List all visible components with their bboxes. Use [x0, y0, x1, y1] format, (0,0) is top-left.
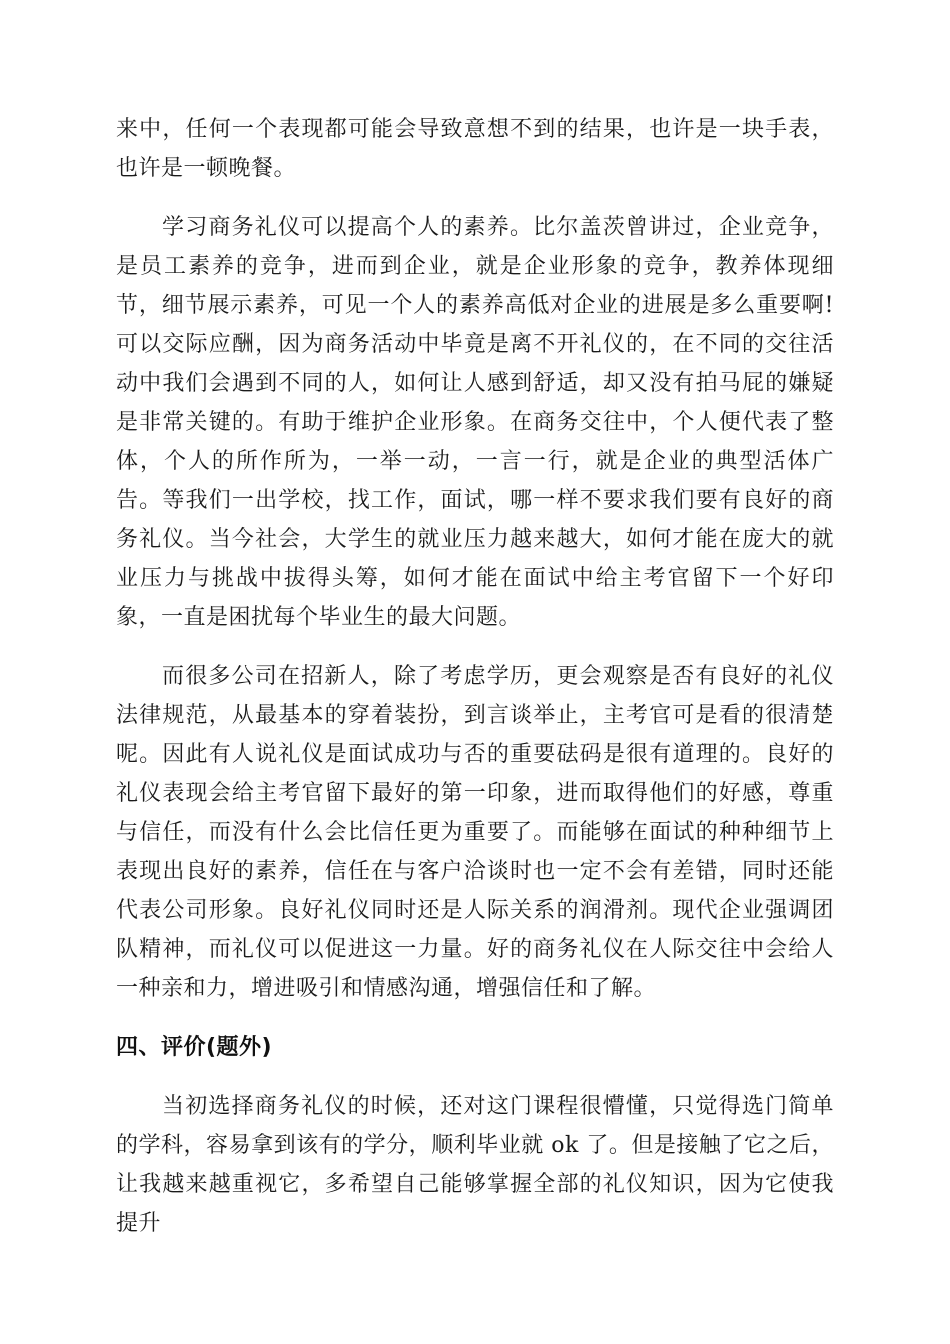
- paragraph-business-etiquette-benefits: 学习商务礼仪可以提高个人的素养。比尔盖茨曾讲过，企业竞争，是员工素养的竞争，进而到企业，就是企业形象的竞争，教养体现细节，细节展示素养，可见一个人的素养高低对企业的进展是多么重要啊!可以交际应酬，因为商务活动中毕竟是离不开礼仪的，在不同的交往活动中我们会遇到不同的人，如何让人感到舒适，却又没有拍马屁的嫌疑是非常关键的。有助于维护企业形象。在商务交往中，个人便代表了整体，个人的所作所为，一举一动，一言一行，就是企业的典型活体广告。等我们一出学校，找工作，面试，哪一样不要求我们要有良好的商务礼仪。当今社会，大学生的就业压力越来越大，如何才能在庞大的就业压力与挑战中拔得头筹，如何才能在面试中给主考官留下一个好印象，一直是困扰每个毕业生的最大问题。: [116, 215, 834, 630]
- paragraph-interview-etiquette: 而很多公司在招新人，除了考虑学历，更会观察是否有良好的礼仪法律规范，从最基本的穿着装扮，到言谈举止，主考官可是看的很清楚呢。因此有人说礼仪是面试成功与否的重要砝码是很有道理的。良好的礼仪表现会给主考官留下最好的第一印象，进而取得他们的好感，尊重与信任，而没有什么会比信任更为重要了。而能够在面试的种种细节上表现出良好的素养，信任在与客户洽谈时也一定不会有差错，同时还能代表公司形象。良好礼仪同时还是人际关系的润滑剂。现代企业强调团队精神，而礼仪可以促进这一力量。好的商务礼仪在人际交往中会给人一种亲和力，增进吸引和情感沟通，增强信任和了解。: [116, 664, 834, 1001]
- paragraph-continuation: 来中，任何一个表现都可能会导致意想不到的结果，也许是一块手表，也许是一顿晚餐。: [116, 117, 834, 181]
- paragraph-evaluation: 当初选择商务礼仪的时候，还对这门课程很懵懂，只觉得选门简单的学科，容易拿到该有的学分，顺利毕业就 ok 了。但是接触了它之后，让我越来越重视它，多希望自己能够掌握全部的礼仪知识，因为它使我提升: [116, 1094, 834, 1236]
- document-body: [116, 110, 834, 1263]
- section-heading: 四、评价(题外): [116, 1035, 273, 1060]
